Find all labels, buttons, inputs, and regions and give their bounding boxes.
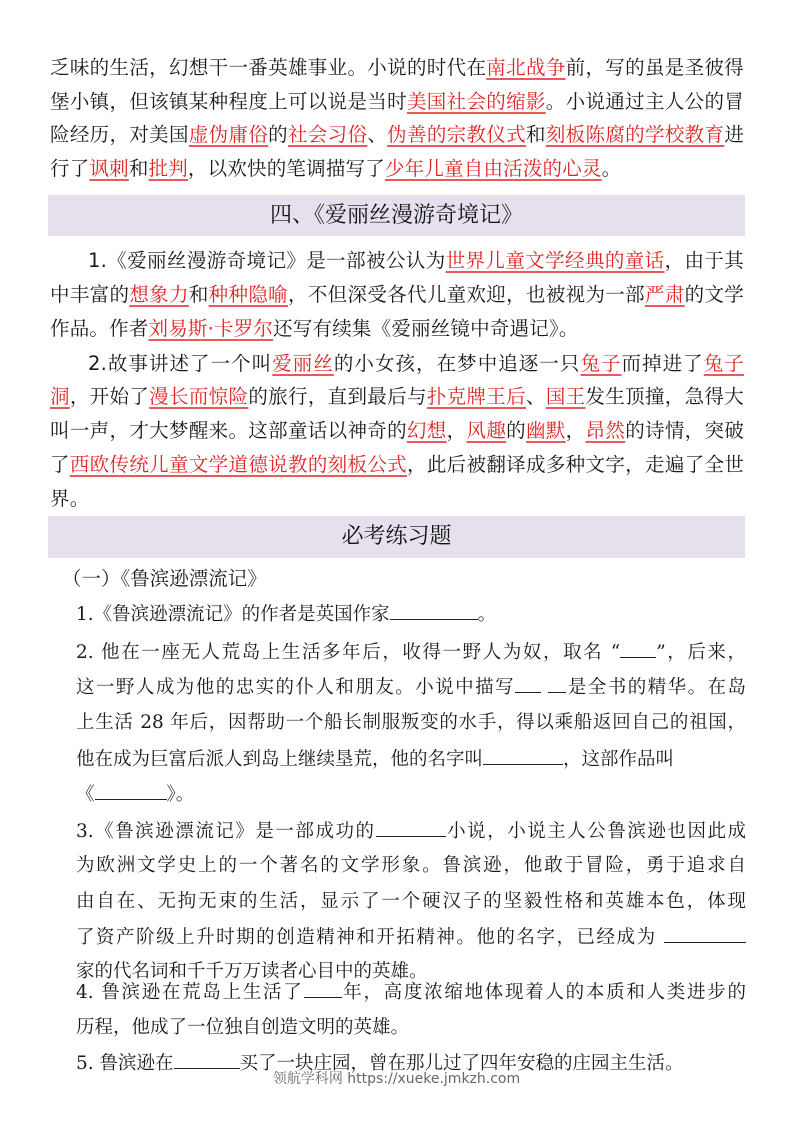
text-run: 1.《爱丽丝漫游奇境记》是一部被公认为 <box>88 249 446 272</box>
text-run: 和 <box>188 283 209 306</box>
text-run: 3.《鲁滨逊漂流记》是一部成功的 <box>76 821 376 842</box>
text-run: 的 <box>268 123 288 146</box>
text-run: 。 <box>477 604 497 625</box>
key-term: 国王 <box>545 385 586 408</box>
text-run: 险经历，对美国 <box>50 123 189 146</box>
text-run: 中丰富的 <box>50 283 130 306</box>
key-term: 扑克牌王后 <box>426 385 526 408</box>
text-run: 》。 <box>166 784 195 805</box>
text-run: 上生活 28 年后，因帮助一个船长制服叛变的水手，得以乘船返回自己的祖国， <box>76 712 746 733</box>
text-run: 、 <box>525 385 546 408</box>
text-line <box>50 448 744 482</box>
key-term: 洞 <box>50 385 70 408</box>
text-run: 发生顶撞，急得大 <box>585 385 744 408</box>
text-line <box>50 51 744 85</box>
subsection-title: （一）《鲁滨逊漂流记》 <box>62 567 267 590</box>
text-run: ， <box>565 419 586 442</box>
text-run: 为欧洲文学史上的一个著名的文学形象。鲁滨逊，他敢于冒险，勇于追求自 <box>76 855 746 876</box>
key-term: 刻板陈腐的学校教育 <box>545 123 725 146</box>
text-line <box>76 975 746 1009</box>
text-run: 和 <box>526 123 546 146</box>
text-line <box>50 152 750 186</box>
text-run: 的旅行，直到最后与 <box>248 385 427 408</box>
text-run: 2.故事讲述了一个叫 <box>88 352 273 375</box>
key-term: 昂然 <box>585 419 626 442</box>
text-run: 《 <box>76 784 95 805</box>
text-line <box>50 85 744 119</box>
text-line <box>50 482 750 516</box>
key-term: 严肃 <box>644 283 685 306</box>
text-line <box>50 414 744 448</box>
key-term: 幽默 <box>526 419 566 442</box>
text-run: 、 <box>367 123 388 146</box>
footer-watermark: 领航学科网 https://xueke.jmkzh.com <box>272 1071 521 1087</box>
text-run: ，此后被翻译成多种文字，走遍了全世 <box>407 453 745 476</box>
text-line <box>50 380 744 414</box>
text-run: 他在成为巨富后派人到岛上继续垦荒，他的名字叫 <box>76 749 484 770</box>
section-heading-alice: 四、《爱丽丝漫游奇境记》 <box>48 195 745 236</box>
text-run: 这一野人成为他的忠实的仆人和朋友。小说中描写 <box>76 677 516 698</box>
text-line <box>76 670 746 704</box>
text-run: 1.《鲁滨逊漂流记》的作者是英国作家 <box>76 604 390 625</box>
text-run: 的文学 <box>684 283 744 306</box>
text-run: 了资产阶级上升时期的创造精神和开拓精神。他的名字，已经成为 <box>76 927 664 948</box>
key-term: 幻想 <box>406 419 447 442</box>
text-line <box>76 1011 746 1045</box>
key-term: 爱丽丝 <box>272 352 334 375</box>
text-line <box>50 278 744 312</box>
fill-in-blank[interactable] <box>95 777 167 800</box>
text-run: ，由于其 <box>664 249 744 272</box>
text-run: 4. 鲁滨逊在荒岛上生活了 <box>76 982 304 1003</box>
section-heading-practice: 必考练习题 <box>48 516 745 558</box>
fill-in-blank[interactable] <box>620 635 656 658</box>
text-run: 历程，他成了一位独自创造文明的英雄。 <box>76 1017 410 1038</box>
text-run <box>541 677 548 698</box>
text-line <box>88 244 744 278</box>
text-line <box>76 706 746 740</box>
text-run: 是全书的精华。在岛 <box>566 677 746 698</box>
key-term: 南北战争 <box>486 56 566 79</box>
key-term: 虚伪庸俗 <box>188 123 269 146</box>
text-line <box>76 777 746 811</box>
text-line <box>50 312 750 346</box>
text-run: 5. 鲁滨逊在 <box>76 1053 174 1074</box>
key-term: 风趣 <box>466 419 507 442</box>
key-term: 社会习俗 <box>288 123 368 146</box>
text-run: 2. 他在一座无人荒岛上生活多年后，收得一野人为奴，取名 “ <box>76 642 621 663</box>
key-term: 西欧传统儿童文学道德说教的刻板公式 <box>69 453 407 476</box>
key-term: 种种隐喻 <box>208 283 288 306</box>
text-line <box>76 597 746 631</box>
text-run: 前，写的虽是圣彼得 <box>565 56 744 79</box>
text-run: 界。 <box>50 487 90 510</box>
text-run: 和 <box>128 157 149 180</box>
key-term: 世界儿童文学经典的童话 <box>445 249 665 272</box>
key-term: 兔子 <box>580 352 622 375</box>
text-run: 进 <box>724 123 745 146</box>
text-line <box>76 849 746 883</box>
text-line <box>76 814 746 848</box>
text-line <box>76 885 746 919</box>
text-run: 的 <box>506 419 526 442</box>
fill-in-blank[interactable] <box>376 814 446 837</box>
key-term: 少年儿童自由活泼的心灵 <box>384 157 602 180</box>
text-run: ，这部作品叫 <box>563 749 675 770</box>
key-term: 美国社会的缩影 <box>406 90 546 113</box>
text-run: 行了 <box>50 157 90 180</box>
fill-in-blank[interactable] <box>548 670 566 693</box>
key-term: 讽刺 <box>89 157 129 180</box>
text-run: ”，后来， <box>656 642 746 663</box>
fill-in-blank[interactable] <box>515 670 541 693</box>
fill-in-blank[interactable] <box>483 742 563 765</box>
text-run: ，不但深受各代儿童欢迎，也被视为一部 <box>288 283 645 306</box>
text-run: 的小女孩，在梦中追逐一只 <box>333 352 581 375</box>
text-line <box>76 635 746 669</box>
key-term: 想象力 <box>129 283 189 306</box>
fill-in-blank[interactable] <box>390 597 478 620</box>
text-run: 。 <box>601 157 622 180</box>
text-run: 小说，小说主人公鲁滨逊也因此成 <box>445 821 746 842</box>
fill-in-blank[interactable] <box>304 975 342 998</box>
text-line <box>50 118 744 152</box>
text-run: 年，高度浓缩地体现着人的本质和人类进步的 <box>341 982 746 1003</box>
fill-in-blank[interactable] <box>664 920 746 943</box>
text-run: 了 <box>50 453 70 476</box>
key-term: 伪善的宗教仪式 <box>387 123 526 146</box>
text-run: 乏味的生活，幻想干一番英雄事业。小说的时代在 <box>50 56 487 79</box>
text-run: 作品。作者 <box>50 317 149 340</box>
text-run: ，开始了 <box>69 385 150 408</box>
text-run: 还写有续集《爱丽丝镜中奇遇记》。 <box>273 317 579 340</box>
text-run: 的诗情，突破 <box>625 419 745 442</box>
key-term: 批判 <box>148 157 188 180</box>
text-run: ，以欢快的笔调描写了 <box>187 157 385 180</box>
key-term: 兔子 <box>703 352 744 375</box>
key-term: 漫长而惊险 <box>149 385 249 408</box>
text-run: 。小说通过主人公的冒 <box>545 90 744 113</box>
text-line <box>88 347 744 381</box>
text-run: 叫一声，才大梦醒来。这部童话以神奇的 <box>50 419 407 442</box>
text-run: ， <box>446 419 467 442</box>
text-run: 由自在、无拘无束的生活，显示了一个硬汉子的坚毅性格和英雄本色，体现 <box>76 891 746 912</box>
text-run: 买了一块庄园，曾在那儿过了四年安稳的庄园主生活。 <box>239 1053 684 1074</box>
fill-in-blank[interactable] <box>174 1046 240 1069</box>
text-line <box>76 742 746 776</box>
text-run: 而掉进了 <box>621 352 704 375</box>
text-line <box>76 920 746 954</box>
text-run: 家的代名词和千千万万读者心目中的英雄。 <box>76 961 428 982</box>
key-term: 刘易斯·卡罗尔 <box>148 317 274 340</box>
text-run: 堡小镇，但该镇某种程度上可以说是当时 <box>50 90 407 113</box>
